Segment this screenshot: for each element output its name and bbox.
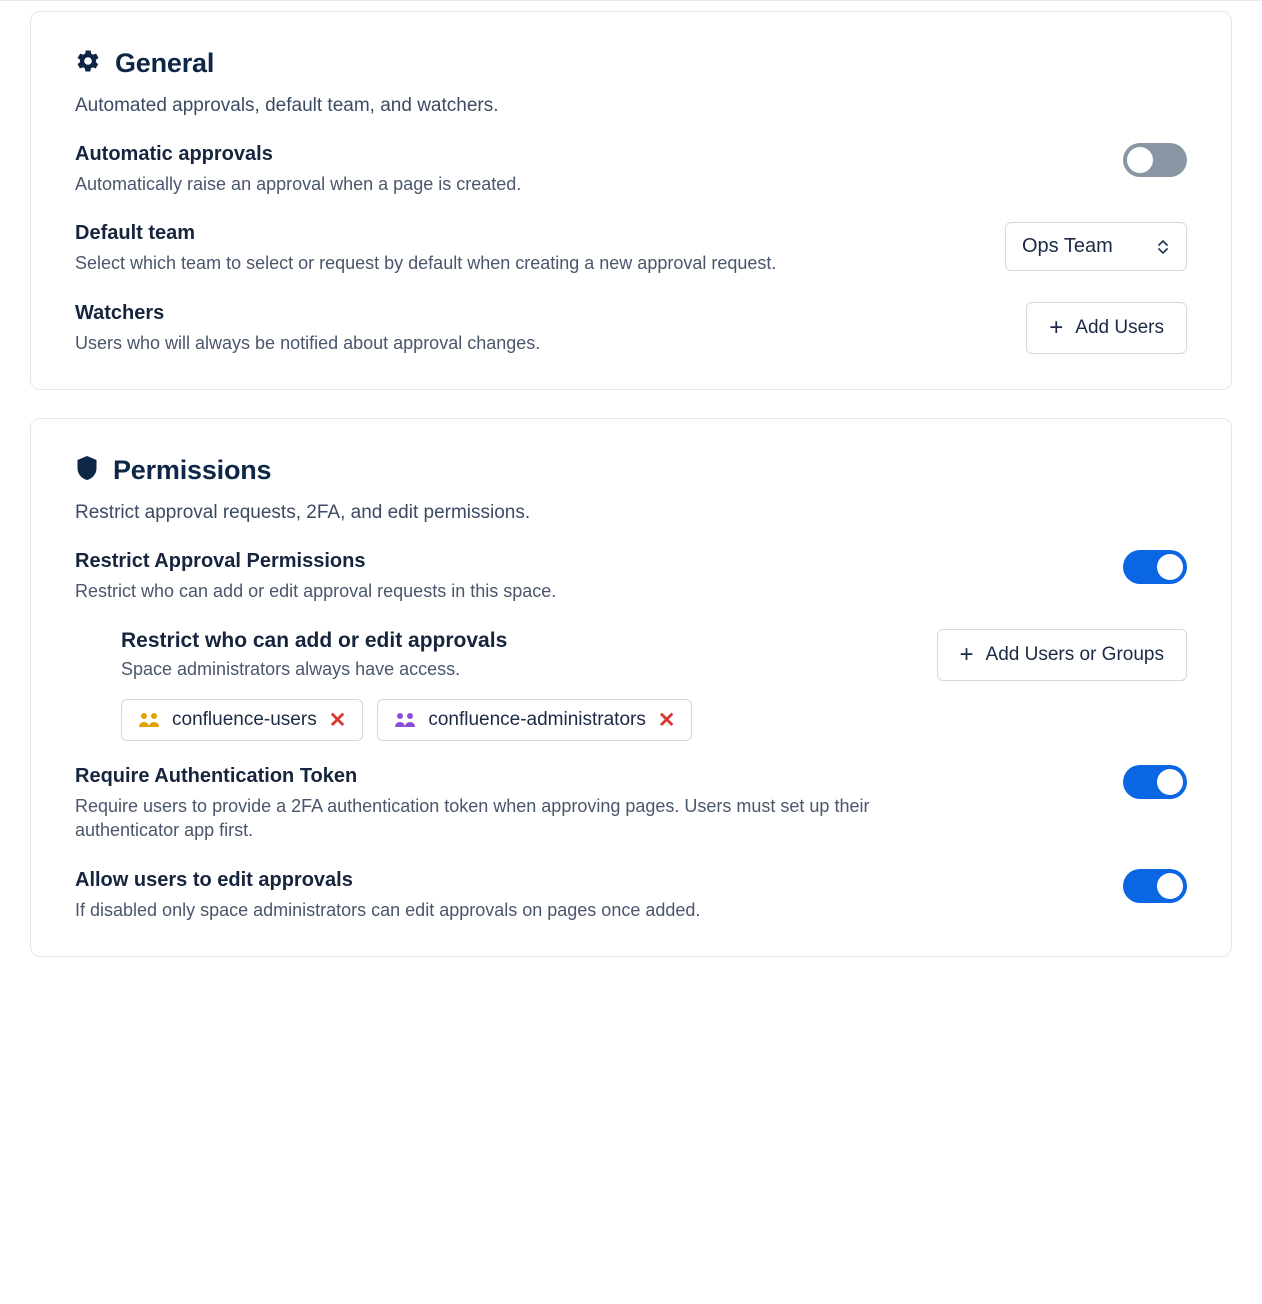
- row-allow-users-to-edit-approvals: [75, 869, 1187, 922]
- group-chip-list: [121, 699, 1187, 741]
- plus-icon: +: [1049, 313, 1064, 341]
- permissions-header: [75, 455, 1187, 486]
- row-title: Watchers: [75, 301, 165, 324]
- row-title: Restrict Approval Permissions: [75, 549, 366, 572]
- row-control: [1067, 143, 1187, 177]
- row-control: [1067, 869, 1187, 903]
- add-users-button[interactable]: [1026, 302, 1187, 354]
- row-control: [1005, 222, 1187, 271]
- row-description: Select which team to select or request by default when creating a new approval request.: [75, 253, 777, 274]
- row-description: If disabled only space administrators can edit approvals on pages once added.: [75, 899, 701, 920]
- permissions-subtitle: Restrict approval requests, 2FA, and edit permissions.: [75, 501, 531, 523]
- permissions-title: Permissions: [113, 454, 272, 485]
- chevron-updown-icon: [1156, 237, 1170, 257]
- row-watchers: [75, 302, 1187, 355]
- general-card: [30, 11, 1232, 390]
- default-team-select[interactable]: [1005, 222, 1187, 271]
- remove-group-icon[interactable]: ✕: [657, 708, 676, 732]
- gear-icon: [75, 48, 101, 79]
- toggle-knob: [1127, 147, 1153, 173]
- row-title: Allow users to edit approvals: [75, 868, 353, 891]
- row-control: [1067, 765, 1187, 799]
- row-text: [75, 302, 935, 355]
- restrict-details-description: Space administrators always have access.: [121, 659, 461, 680]
- automatic-approvals-toggle[interactable]: [1123, 143, 1187, 177]
- restrict-details-title: Restrict who can add or edit approvals: [121, 629, 508, 653]
- allow-users-to-edit-approvals-toggle[interactable]: [1123, 869, 1187, 903]
- row-control: [1026, 302, 1187, 354]
- toggle-knob: [1157, 873, 1183, 899]
- row-text: [75, 869, 935, 922]
- restrict-details-text: [121, 629, 507, 680]
- add-users-or-groups-button[interactable]: [937, 629, 1187, 681]
- restrict-approval-permissions-toggle[interactable]: [1123, 550, 1187, 584]
- row-default-team: [75, 222, 1187, 275]
- general-title: General: [115, 48, 215, 78]
- row-text: [75, 222, 935, 275]
- add-users-or-groups-label: Add Users or Groups: [985, 644, 1164, 666]
- require-authentication-token-toggle[interactable]: [1123, 765, 1187, 799]
- toggle-knob: [1157, 769, 1183, 795]
- add-users-label: Add Users: [1075, 316, 1164, 338]
- row-automatic-approvals: [75, 143, 1187, 196]
- default-team-value: Ops Team: [1022, 235, 1113, 258]
- row-control: [1067, 550, 1187, 584]
- settings-page: [0, 11, 1262, 957]
- group-chip-label: confluence-users: [172, 709, 317, 731]
- row-title: Automatic approvals: [75, 143, 273, 165]
- group-icon: [394, 711, 416, 729]
- general-subtitle: Automated approvals, default team, and watchers.: [75, 95, 499, 116]
- group-chip[interactable]: [377, 699, 692, 741]
- restrict-details: [121, 629, 1187, 741]
- row-title: Require Authentication Token: [75, 765, 358, 788]
- shield-icon: [75, 455, 99, 486]
- row-text: [75, 550, 935, 603]
- row-description: Automatically raise an approval when a page is created.: [75, 174, 522, 194]
- restrict-details-head: [121, 629, 1187, 681]
- row-text: [75, 143, 935, 196]
- row-text: [75, 765, 935, 843]
- row-description: Users who will always be notified about approval changes.: [75, 332, 541, 353]
- toggle-knob: [1157, 554, 1183, 580]
- top-divider: [0, 0, 1262, 1]
- permissions-card: [30, 418, 1232, 957]
- row-title: Default team: [75, 222, 196, 245]
- row-description: Require users to provide a 2FA authentication token when approving pages. Users must set up their authenticator app first.: [75, 796, 870, 841]
- row-restrict-approval-permissions: [75, 550, 1187, 603]
- remove-group-icon[interactable]: ✕: [328, 708, 347, 732]
- row-require-authentication-token: [75, 765, 1187, 843]
- group-chip[interactable]: [121, 699, 363, 741]
- row-description: Restrict who can add or edit approval requests in this space.: [75, 580, 557, 601]
- plus-icon: +: [959, 641, 974, 669]
- group-chip-label: confluence-administrators: [428, 709, 646, 731]
- general-header: [75, 48, 1187, 79]
- group-icon: [138, 711, 160, 729]
